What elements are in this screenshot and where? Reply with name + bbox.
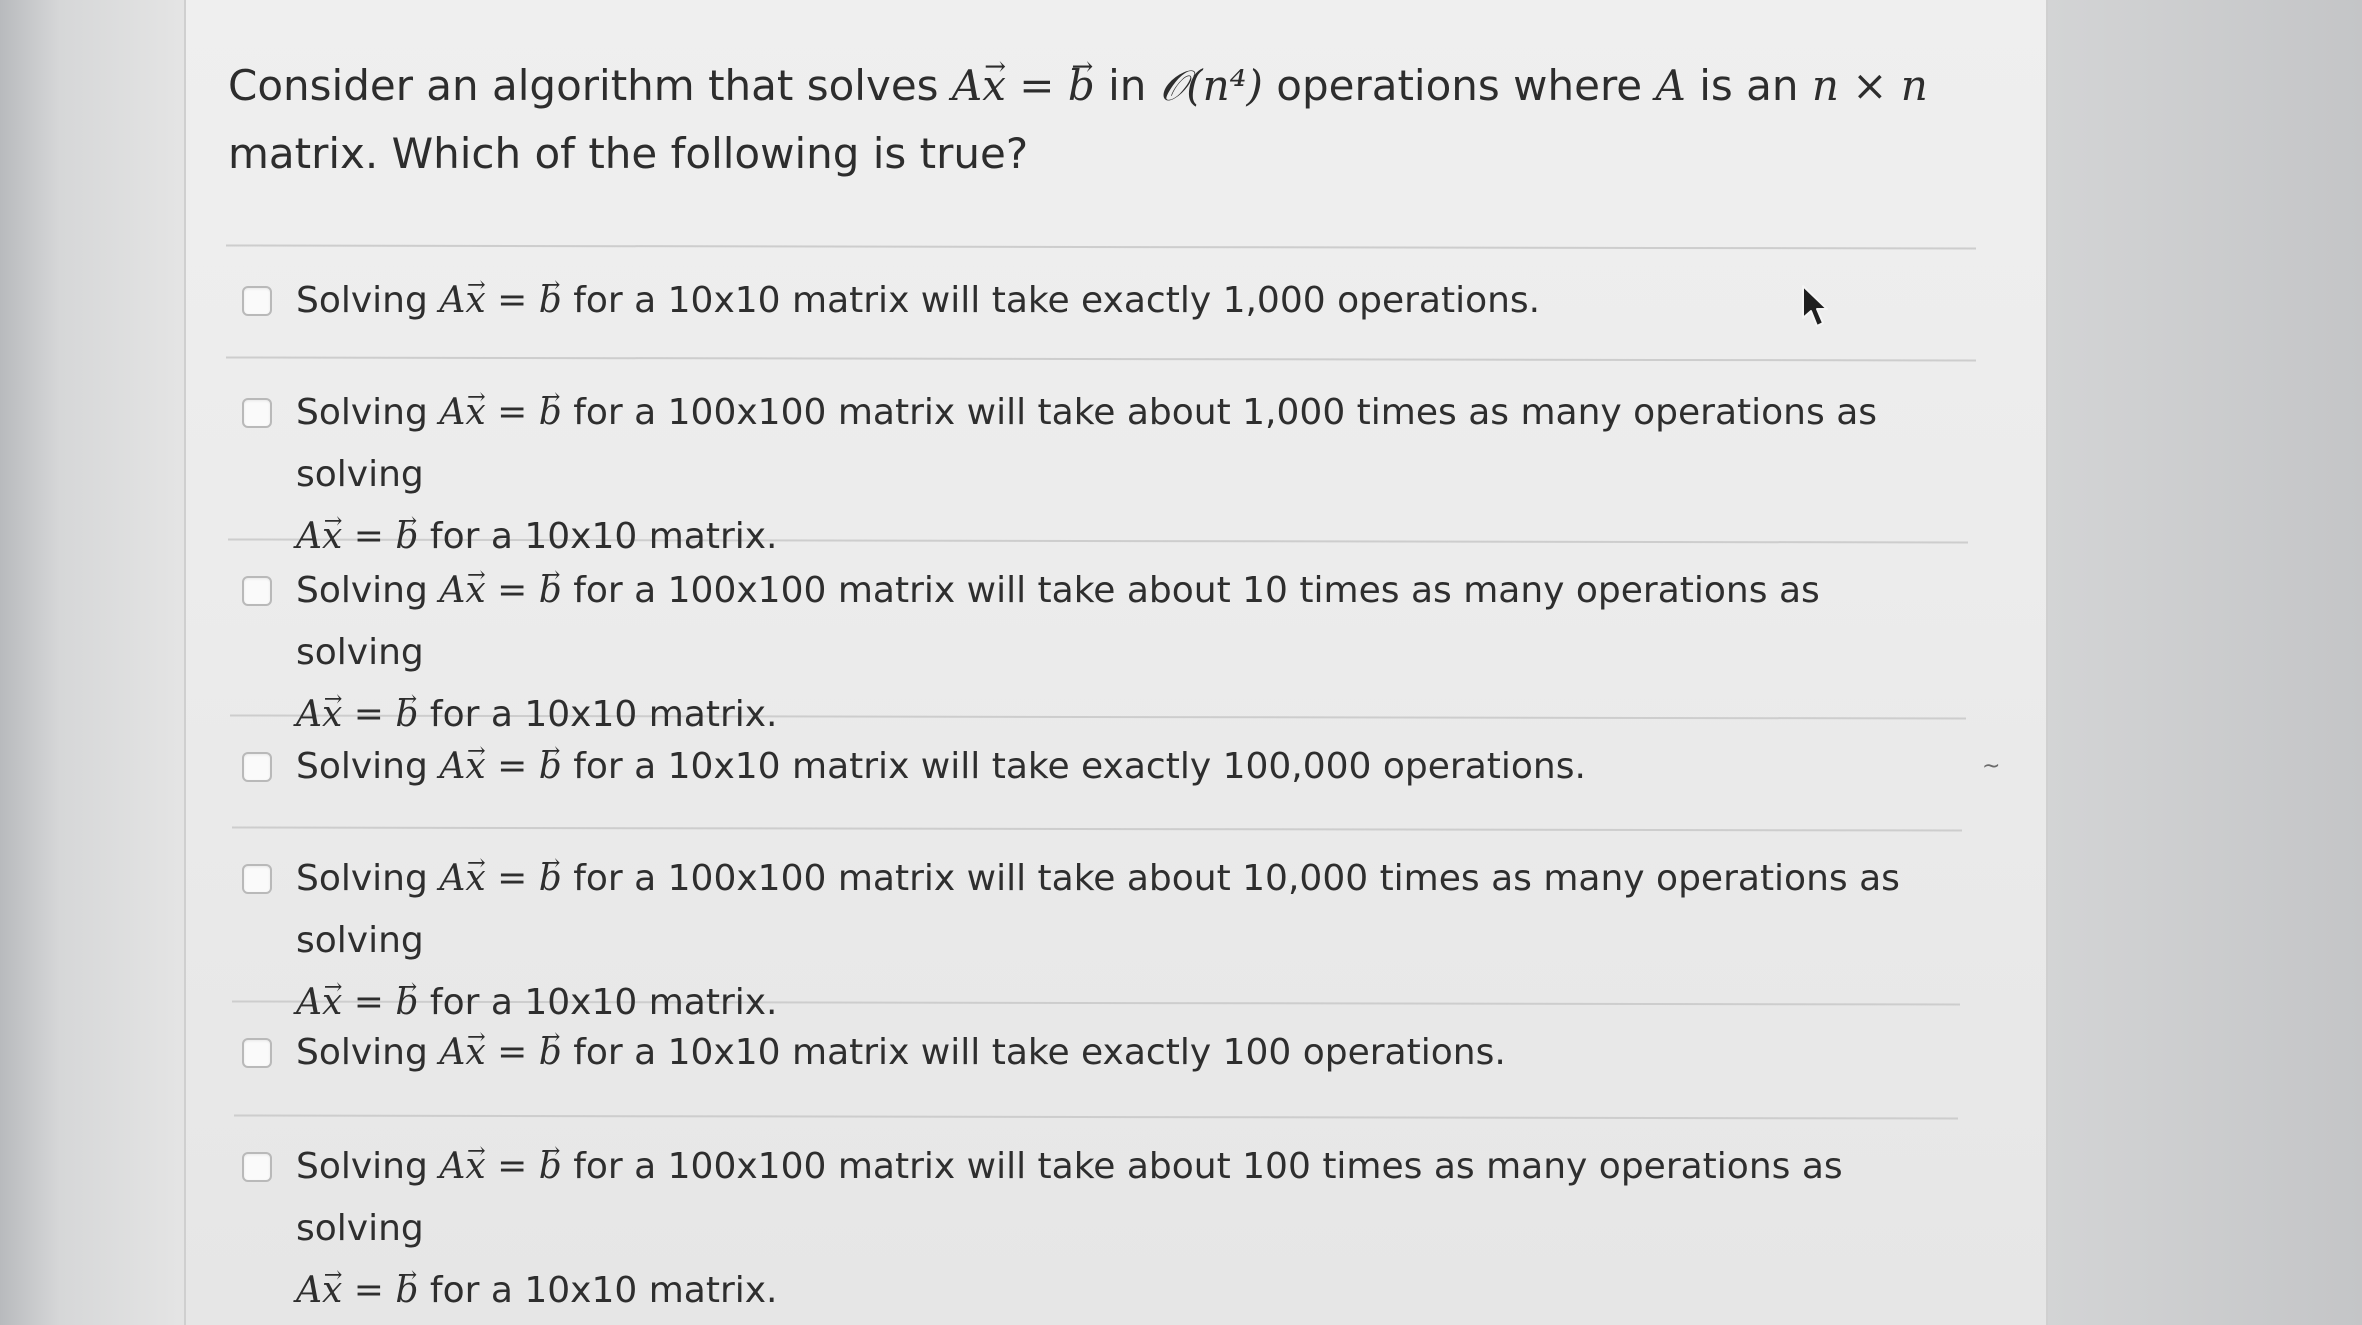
checkbox-icon[interactable] (242, 1152, 272, 1182)
question-line2: matrix. Which of the following is true? (228, 129, 1029, 178)
option-text: Solving A→ x = → b for a 100x100 matrix will take about 10,000 times as many operations as solving A→ x = → b for a 10x10 matrix. (296, 848, 1936, 1034)
option-text: Solving A→ x = → b for a 100x100 matrix will take about 1,000 times as many operations as solving A→ x = → b for a 10x10 matrix. (296, 382, 1936, 568)
checkbox-icon[interactable] (242, 1038, 272, 1068)
checkbox-icon[interactable] (242, 398, 272, 428)
mouse-pointer-icon (1800, 284, 1830, 330)
option-text: Solving A→ x = → b for a 100x100 matrix will take about 100 times as many operations as solving A→ x = → b for a 10x10 matrix. (296, 1136, 1936, 1322)
question-matrix-var: A (1655, 61, 1686, 110)
question-complexity: 𝒪(n⁴) (1159, 61, 1263, 110)
checkbox-icon[interactable] (242, 752, 272, 782)
option-text: Solving A→ x = → b for a 10x10 matrix will take exactly 1,000 operations. (296, 270, 1936, 332)
question-mid2: operations where (1276, 61, 1643, 110)
question-equation: A→ x = → b (952, 61, 1108, 110)
question-text (228, 52, 1928, 188)
question-prefix: Consider an algorithm that solves (228, 61, 939, 110)
stray-mark: ~ (1982, 754, 2001, 779)
option-text: Solving A→ x = → b for a 10x10 matrix will take exactly 100 operations. (296, 1022, 1936, 1084)
checkbox-icon[interactable] (242, 864, 272, 894)
checkbox-icon[interactable] (242, 576, 272, 606)
question-size: n × n (1811, 61, 1928, 110)
checkbox-icon[interactable] (242, 286, 272, 316)
question-mid3: is an (1699, 61, 1799, 110)
option-text: Solving A→ x = → b for a 10x10 matrix will take exactly 100,000 operations. (296, 736, 1936, 798)
option-text: Solving A→ x = → b for a 100x100 matrix will take about 10 times as many operations as solving A→ x = → b for a 10x10 matrix. (296, 560, 1936, 746)
question-mid1: in (1108, 61, 1147, 110)
